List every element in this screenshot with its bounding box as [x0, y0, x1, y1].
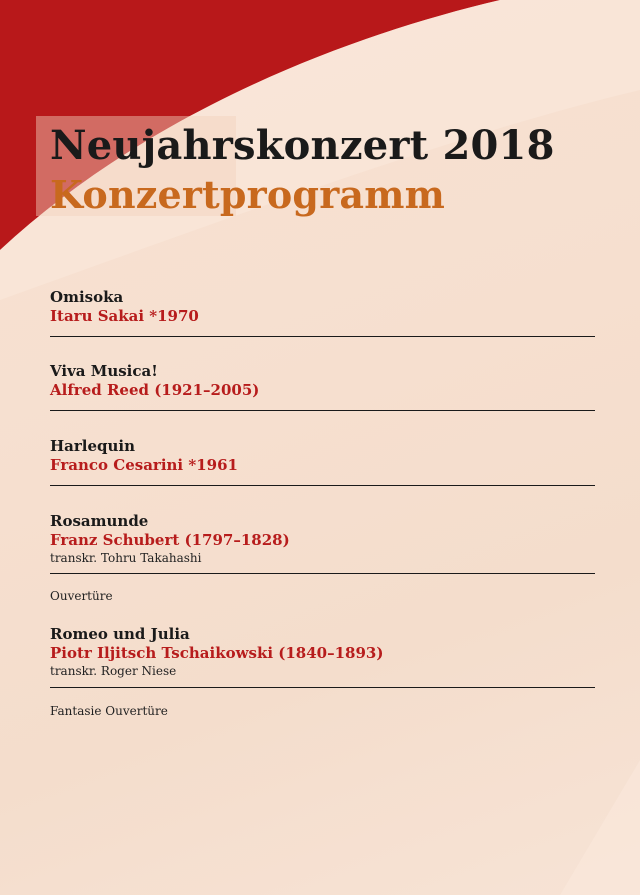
light-diagonal-band [560, 760, 640, 895]
piece-note: Fantasie Ouvertüre [50, 704, 168, 718]
page-title: Neujahrskonzert 2018 [50, 122, 555, 169]
piece-title: Romeo und Julia [50, 625, 190, 643]
program-item [50, 362, 595, 411]
piece-title: Rosamunde [50, 512, 149, 530]
composer-name: Itaru Sakai *1970 [50, 307, 199, 325]
piece-title: Viva Musica! [50, 362, 158, 380]
program-item [50, 512, 595, 574]
arranger-credit: transkr. Roger Niese [50, 664, 177, 678]
program-item [50, 437, 595, 486]
title-block [50, 118, 555, 216]
composer-name: Alfred Reed (1921–2005) [50, 381, 260, 399]
composer-name: Franz Schubert (1797–1828) [50, 531, 290, 549]
page-subtitle: Konzertprogramm [50, 172, 446, 217]
piece-title: Harlequin [50, 437, 136, 455]
program-item [50, 288, 595, 337]
arranger-credit: transkr. Tohru Takahashi [50, 551, 202, 565]
composer-name: Piotr Iljitsch Tschaikowski (1840–1893) [50, 644, 384, 662]
program-item [50, 625, 595, 688]
piece-note: Ouvertüre [50, 589, 113, 603]
composer-name: Franco Cesarini *1961 [50, 456, 238, 474]
piece-title: Omisoka [50, 288, 124, 306]
